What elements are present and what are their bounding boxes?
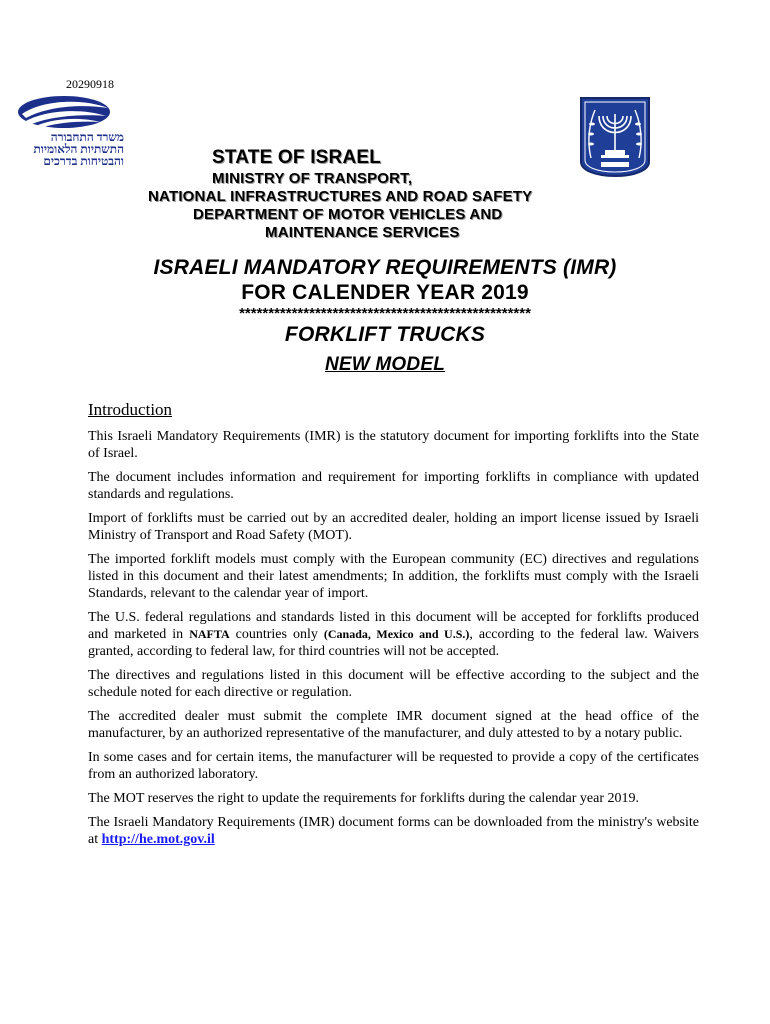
paragraph: The document includes information and requirement for importing forklifts in compliance with updated standards and regulations. bbox=[88, 470, 699, 502]
introduction-heading: Introduction bbox=[88, 400, 173, 419]
imr-title: ISRAELI MANDATORY REQUIREMENTS (IMR) bbox=[153, 256, 617, 279]
ministry-logo bbox=[6, 94, 124, 166]
department-line: DEPARTMENT OF MOTOR VEHICLES AND bbox=[193, 206, 503, 223]
state-title: STATE OF ISRAEL bbox=[212, 147, 382, 168]
ministry-line: MINISTRY OF TRANSPORT, bbox=[212, 170, 413, 187]
paragraph: This Israeli Mandatory Requirements (IMR) is the statutory document for importing forklifts into the State of Israel. bbox=[88, 429, 699, 461]
logo-hebrew-line-3: והבטיחות בדרכים bbox=[43, 154, 124, 168]
paragraph: The accredited dealer must submit the complete IMR document signed at the head office of the manufacturer, by an authorized representative of the manufacturer, and duly attested to by a notary public. bbox=[88, 709, 699, 741]
paragraph: The directives and regulations listed in this document will be effective according to the subject and the schedule noted for each directive or regulation. bbox=[88, 668, 699, 700]
star-divider: ************************************************** bbox=[239, 305, 531, 322]
introduction-body bbox=[88, 428, 699, 855]
nafta-countries: (Canada, Mexico and U.S.) bbox=[323, 627, 470, 641]
paragraph: Import of forklifts must be carried out by an accredited dealer, holding an import license issued by Israeli Ministry of Transport and Road Safety (MOT). bbox=[88, 511, 699, 543]
new-model-title: NEW MODEL bbox=[324, 354, 445, 375]
ministry-swoosh-icon bbox=[12, 94, 110, 130]
paragraph-text: The Israeli Mandatory Requirements (IMR) document forms can be downloaded from the ministry's website at bbox=[88, 815, 699, 847]
paragraph-text: , according to the federal law. Waivers granted, according to federal law, for third countries will not be accepted. bbox=[88, 627, 699, 659]
menorah-emblem-icon bbox=[579, 96, 651, 178]
infrastructure-line: NATIONAL INFRASTRUCTURES AND ROAD SAFETY bbox=[148, 188, 533, 205]
year-title: FOR CALENDER YEAR 2019 bbox=[241, 281, 529, 304]
paragraph-nafta bbox=[88, 609, 699, 660]
paragraph-text: countries only bbox=[229, 627, 324, 642]
mot-website-link[interactable]: http://he.mot.gov.il bbox=[101, 832, 215, 847]
paragraph: In some cases and for certain items, the manufacturer will be requested to provide a copy of the certificates from an authorized laboratory. bbox=[88, 750, 699, 782]
maintenance-line: MAINTENANCE SERVICES bbox=[265, 224, 460, 241]
logo-hebrew-line-2: התשתיות הלאומיות bbox=[33, 142, 124, 156]
logo-hebrew-line-1: משרד התחבורה bbox=[50, 130, 124, 144]
paragraph: The MOT reserves the right to update the requirements for forklifts during the calendar year 2019. bbox=[88, 791, 640, 806]
state-emblem bbox=[579, 96, 651, 178]
forklift-title: FORKLIFT TRUCKS bbox=[284, 323, 486, 346]
nafta-term: NAFTA bbox=[189, 627, 230, 641]
paragraph-website bbox=[88, 814, 699, 848]
paragraph: The imported forklift models must comply with the European community (EC) directives and regulations listed in this document and their latest amendments; In addition, the forklifts must comply with the Israeli Standards, relevant to the calendar year of import. bbox=[88, 552, 699, 601]
paragraph-text: The U.S. federal regulations and standards listed in this document will be accepted for forklifts produced and marketed in bbox=[88, 610, 699, 642]
document-code: 20290918 bbox=[66, 77, 114, 91]
